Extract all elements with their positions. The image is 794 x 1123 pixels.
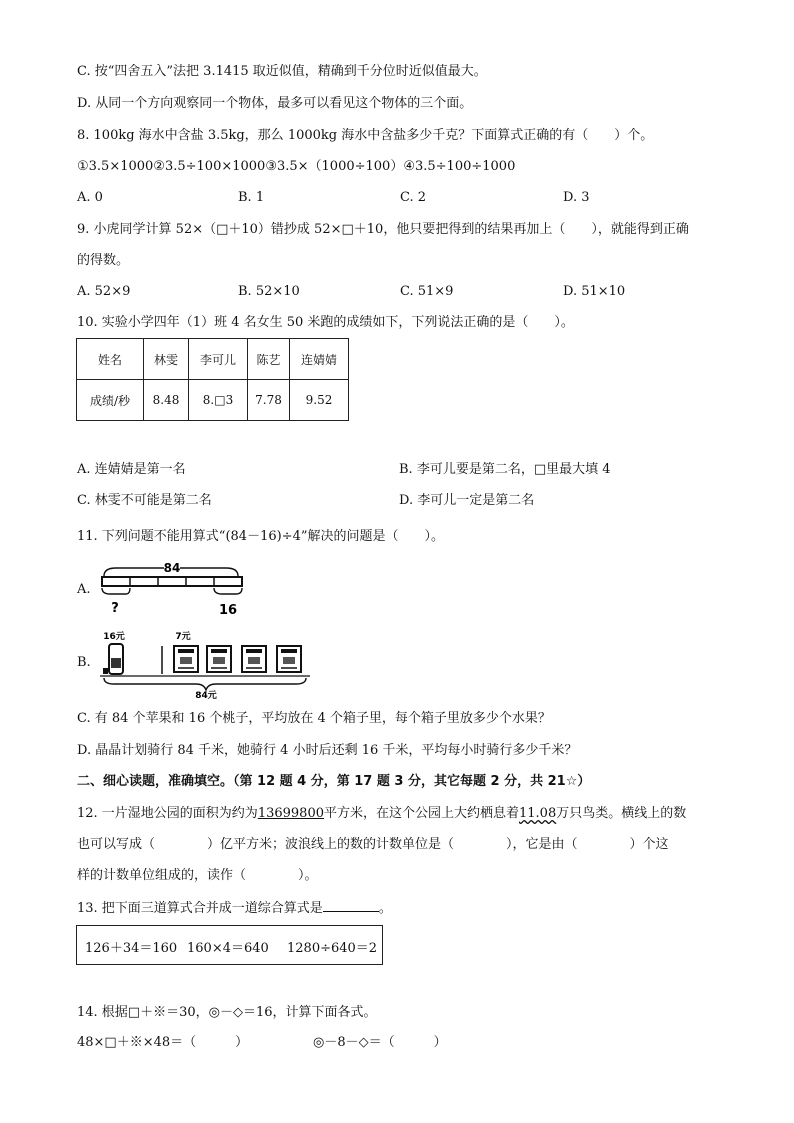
table-cell: 7.78 [248,380,290,421]
q10-option-a: A. 连婧婧是第一名 [77,462,186,477]
label-unknown: ? [111,601,119,616]
q10-option-d: D. 李可儿一定是第二名 [399,493,535,508]
q9-stem-line2: 的得数。 [77,253,130,268]
brace-left [104,568,164,576]
q13-stem-line [77,899,392,918]
q8-option-c: C. 2 [400,190,427,205]
q12-text: 12. 一片湿地公园的面积为约为 [77,806,258,821]
q13-stem-end: 。 [378,901,392,916]
table-cell: 9.52 [290,380,349,421]
q9-option-a: A. 52×9 [77,284,131,299]
label-price-item: 7元 [175,632,191,642]
label-price-left: 16元 [103,632,125,642]
brace-part [214,588,242,594]
q8-option-b: B. 1 [238,190,265,205]
q10-option-c: C. 林雯不可能是第二名 [77,493,212,508]
cup-icon [277,646,301,672]
thermos-icon [103,644,123,674]
q13-stem: 13. 把下面三道算式合并成一道综合算式是 [77,901,323,916]
q11-line-segment-diagram [96,560,256,620]
label-total-price: 84元 [195,691,217,700]
q9-stem-line1: 9. 小虎同学计算 52×（□＋10）错抄成 52×□＋10，他只要把得到的结果再加上（ ），就能得到正确 [77,222,689,237]
q13-equations-box [76,925,383,965]
q8-formulas: ①3.5×1000②3.5÷100×1000③3.5×（1000÷100）④3.5÷100÷1000 [77,159,516,174]
q7-option-c: C. 按“四舍五入”法把 3.1415 取近似值，精确到千分位时近似值最大。 [77,64,487,79]
label-part: 16 [218,603,238,618]
q14-expression-1: 48×□＋※×48＝（ ） [77,1035,249,1050]
cup-icon [207,646,231,672]
table-cell: 陈艺 [248,339,290,380]
equation-1: 126＋34＝160 [85,941,178,956]
answer-blank [323,899,379,912]
q9-option-d: D. 51×10 [563,284,626,299]
q8-stem: 8. 100kg 海水中含盐 3.5kg，那么 1000kg 海水中含盐多少千克？下面算式正确的有（ ）个。 [77,128,654,143]
table-cell: 林雯 [144,339,189,380]
q7-option-d: D. 从同一个方向观察同一个物体，最多可以看见这个物体的三个面。 [77,96,473,111]
label-total: 84 [163,561,181,575]
scores-table [76,338,349,421]
table-cell: 8.□3 [189,380,248,421]
q11-price-diagram [100,628,315,700]
section-title: 二、细心读题，准确填空。（第 12 题 4 分，第 17 题 3 分，其它每题 2 分，共 21☆） [77,774,591,789]
table-cell: 8.48 [144,380,189,421]
scores-data-row [77,380,349,421]
q12-underlined-number: 13699800 [257,806,324,821]
q12-text: 平方米，在这个公园上大约栖息着 [323,806,519,821]
scores-header-row [77,339,349,380]
q14-stem: 14. 根据□＋※＝30，◎－◇＝16，计算下面各式。 [77,1005,377,1020]
table-cell: 连婧婧 [290,339,349,380]
q14-expression-2: ◎－8－◇＝（ ） [313,1035,447,1050]
table-cell: 姓名 [77,339,144,380]
q8-option-a: A. 0 [77,190,103,205]
q9-option-b: B. 52×10 [238,284,300,299]
brace-unknown [102,588,130,594]
equation-2: 160×4＝640 [187,941,269,956]
equation-3: 1280÷640＝2 [287,941,378,956]
q11-stem: 11. 下列问题不能用算式“(84－16)÷4”解决的问题是（ ）。 [77,529,444,544]
brace-total [104,678,306,690]
q12-line3: 样的计数单位组成的，读作（ ）。 [77,868,318,883]
q9-option-c: C. 51×9 [400,284,454,299]
cup-icon [174,646,198,672]
q11-option-a-label: A. [77,582,91,597]
cup-icon [242,646,266,672]
q11-option-d: D. 晶晶计划骑行 84 千米，她骑行 4 小时后还剩 16 千米，平均每小时骑行多少千米？ [77,743,578,758]
q10-option-b: B. 李可儿要是第二名，□里最大填 4 [399,462,611,477]
segment-bar [102,577,242,586]
table-cell: 李可儿 [189,339,248,380]
q12-text: 万只鸟类。横线上的数 [556,806,687,821]
q12-wavy-number: 11.08 [519,806,557,821]
q12-line2: 也可以写成（ ）亿平方米；波浪线上的数的计数单位是（ ），它是由（ ）个这 [77,837,669,852]
table-cell: 成绩/秒 [77,380,144,421]
q10-stem: 10. 实验小学四年（1）班 4 名女生 50 米跑的成绩如下，下列说法正确的是（ ）。 [77,315,574,330]
q12-line1 [77,805,686,823]
q8-option-d: D. 3 [563,190,590,205]
brace-right [180,568,238,576]
q11-option-b-label: B. [77,655,91,670]
q11-option-c: C. 有 84 个苹果和 16 个桃子，平均放在 4 个箱子里，每个箱子里放多少个水果？ [77,711,551,726]
